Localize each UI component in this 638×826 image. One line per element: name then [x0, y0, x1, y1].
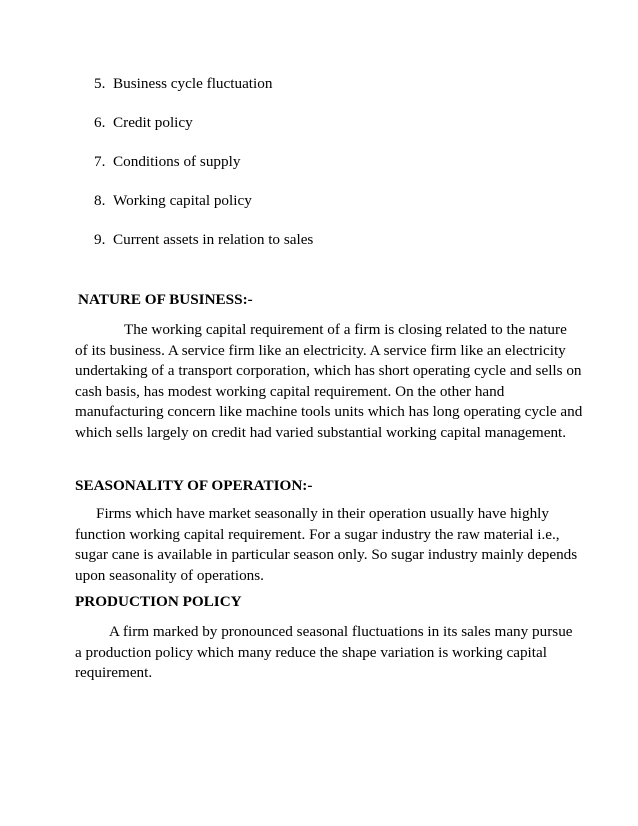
production-heading: PRODUCTION POLICY: [75, 593, 242, 610]
list-text: Business cycle fluctuation: [113, 75, 273, 92]
list-item: [94, 113, 313, 152]
paragraph-line: The working capital requirement of a firm is closing related to the nature: [124, 321, 567, 338]
paragraph-line: cash basis, has modest working capital requirement. On the other hand: [75, 382, 505, 400]
list-text: Working capital policy: [113, 192, 252, 209]
list-text: Current assets in relation to sales: [113, 231, 314, 248]
list-item: [94, 230, 313, 269]
paragraph-line: Firms which have market seasonally in their operation usually have highly: [96, 505, 549, 522]
list-text: Conditions of supply: [113, 153, 241, 170]
list-number: 5.: [94, 75, 106, 92]
production-paragraph: [75, 622, 575, 684]
paragraph-line: function working capital requirement. For a sugar industry the raw material i.e.,: [75, 525, 560, 543]
paragraph-line: manufacturing concern like machine tools units which has long operating cycle and: [75, 403, 583, 421]
list-number: 7.: [94, 153, 106, 170]
paragraph-line: upon seasonality of operations.: [75, 566, 264, 584]
paragraph-line: of its business. A service firm like an electricity. A service firm like an electricity: [75, 341, 566, 359]
paragraph-line: A firm marked by pronounced seasonal fluctuations in its sales many pursue: [109, 623, 573, 640]
seasonality-heading: SEASONALITY OF OPERATION:-: [75, 477, 313, 494]
list-number: 8.: [94, 192, 106, 209]
factor-list: [94, 74, 313, 269]
paragraph-line: sugar cane is available in particular season only. So sugar industry mainly depends: [75, 546, 578, 564]
list-number: 6.: [94, 114, 106, 131]
seasonality-paragraph: [75, 504, 578, 586]
list-item: [94, 74, 313, 113]
paragraph-line: requirement.: [75, 664, 153, 682]
nature-paragraph: [75, 320, 583, 444]
list-number: 9.: [94, 231, 106, 248]
paragraph-line: undertaking of a transport corporation, which has short operating cycle and sells on: [75, 362, 582, 380]
list-item: [94, 152, 313, 191]
nature-heading: NATURE OF BUSINESS:-: [78, 291, 253, 308]
list-item: [94, 191, 313, 230]
list-text: Credit policy: [113, 114, 193, 131]
paragraph-line: which sells largely on credit had varied substantial working capital management.: [75, 423, 567, 441]
paragraph-line: a production policy which many reduce the shape variation is working capital: [75, 643, 547, 661]
